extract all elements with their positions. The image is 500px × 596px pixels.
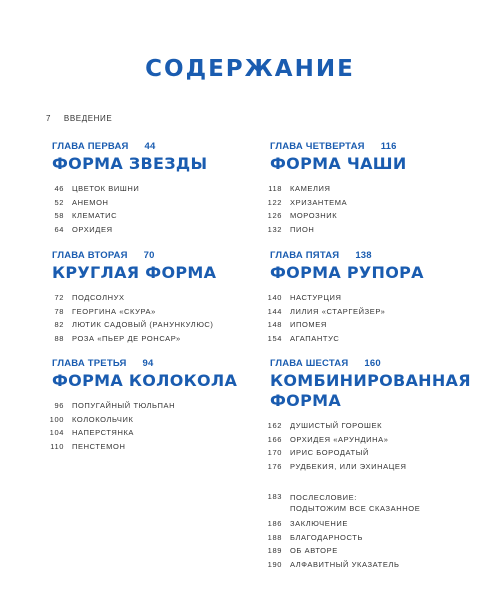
entry-text: ОБ АВТОРЕ [290,546,338,555]
chapter-title[interactable]: ФОРМА КОЛОКОЛА [52,371,238,390]
toc-entry[interactable] [44,399,272,413]
entry-page: 52 [54,197,64,207]
entry-text: РОЗА «ПЬЕР ДЕ РОНСАР» [72,333,181,343]
entry-text: РУДБЕКИЯ, ИЛИ ЭХИНАЦЕЯ [290,461,407,471]
entry-page: 110 [50,441,64,451]
entry-page: 104 [49,428,64,437]
toc-entry[interactable] [262,517,490,531]
chapter-page: 94 [142,358,154,369]
entry-page: 170 [267,448,282,457]
chapter-label-text: ГЛАВА ШЕСТАЯ [270,358,349,369]
entry-text: ЛЮТИК САДОВЫЙ (РАНУНКУЛЮС) [72,320,214,329]
chapter-entries [44,291,272,345]
entry-text: КОЛОКОЛЬЧИК [72,414,134,424]
toc-entry[interactable] [44,209,272,223]
entry-page: 140 [267,293,282,302]
toc-entry[interactable] [262,419,490,433]
entry-text: ГЕОРГИНА «СКУРА» [72,306,156,316]
chapter-5 [267,250,490,345]
toc-entry[interactable] [262,223,490,237]
chapter-label-text: ГЛАВА ПЕРВАЯ [52,141,129,152]
entry-page: 186 [267,519,282,528]
entry-text: ДУШИСТЫЙ ГОРОШЕК [290,421,383,430]
chapter-title[interactable]: КРУГЛАЯ ФОРМА [52,263,217,282]
chapter-title[interactable]: КОМБИНИРОВАННАЯ ФОРМА [270,371,471,410]
entry-text: КЛЕМАТИС [72,211,118,220]
backmatter-entries [262,491,490,571]
entry-page: 126 [267,211,282,220]
entry-page: 132 [267,224,282,234]
chapter-label-text: ГЛАВА ПЯТАЯ [270,250,340,261]
entry-text: МОРОЗНИК [290,211,338,220]
entry-page: 96 [54,401,64,410]
entry-page: 88 [54,333,64,343]
entry-page: 122 [267,197,282,207]
toc-entry[interactable] [44,413,272,427]
toc-entry[interactable] [262,544,490,558]
entry-page: 118 [268,184,282,193]
toc-entry[interactable] [262,446,490,460]
toc-entry[interactable] [262,332,490,346]
entry-page: 162 [267,421,282,430]
entry-text: ЗАКЛЮЧЕНИЕ [290,519,348,528]
entry-text: АЛФАВИТНЫЙ УКАЗАТЕЛЬ [290,559,400,569]
chapter-label[interactable] [270,358,490,369]
entry-page: 148 [267,320,282,329]
entry-page: 46 [54,184,64,193]
chapter-label-text: ГЛАВА ТРЕТЬЯ [52,358,127,369]
entry-text: ЦВЕТОК ВИШНИ [72,184,140,193]
entry-page: 82 [54,320,64,329]
toc-entry[interactable] [44,332,272,346]
entry-page: 183 [267,492,282,501]
entry-text: КАМЕЛИЯ [290,184,331,193]
toc-entry[interactable] [44,426,272,440]
chapter-6 [267,358,490,571]
entry-text: ОРХИДЕЯ [72,224,113,234]
entry-text: ЛИЛИЯ «СТАРГЕЙЗЕР» [290,306,386,316]
page-title: СОДЕРЖАНИЕ [145,56,355,82]
entry-text: НАСТУРЦИЯ [290,293,342,302]
entry-text: ИРИС БОРОДАТЫЙ [290,448,369,457]
chapter-3 [49,358,272,453]
entry-page: 100 [49,414,64,424]
chapter-label[interactable] [270,250,490,261]
chapter-label[interactable] [52,250,272,261]
toc-entry[interactable] [262,433,490,447]
chapter-page: 138 [355,250,372,261]
entry-page: 78 [54,306,64,316]
toc-entry[interactable] [44,440,272,454]
chapter-2 [52,250,272,345]
chapter-page: 116 [380,141,397,152]
toc-entry[interactable] [44,196,272,210]
entry-page: 189 [267,546,282,555]
entry-page: 144 [267,306,282,316]
entry-text: АНЕМОН [72,197,109,207]
chapter-1 [52,141,272,236]
chapter-entries [44,399,272,453]
entry-text: БЛАГОДАРНОСТЬ [290,532,363,542]
toc-entry[interactable] [262,196,490,210]
chapter-entries [262,291,490,345]
chapter-page: 70 [143,250,155,261]
chapter-entries [262,419,490,473]
toc-entry[interactable] [44,182,272,196]
entry-text: ПОСЛЕСЛОВИЕ: ПОДЫТОЖИМ ВСЕ СКАЗАННОЕ [290,493,421,513]
chapter-label-text: ГЛАВА ЧЕТВЕРТАЯ [270,141,365,152]
entry-text: ПЕНСТЕМОН [72,441,126,451]
chapter-label[interactable] [52,141,272,152]
chapter-title[interactable]: ФОРМА ЧАШИ [270,154,407,173]
chapter-title[interactable]: ФОРМА ЗВЕЗДЫ [52,154,208,173]
chapter-label[interactable] [52,358,272,369]
entry-text: ХРИЗАНТЕМА [290,197,348,207]
entry-page: 72 [54,293,64,302]
intro-entry[interactable] [46,114,113,123]
entry-text: ИПОМЕЯ [290,320,327,329]
toc-entry[interactable] [262,558,490,572]
toc-entry[interactable] [262,318,490,332]
entry-page: 188 [267,532,282,542]
toc-entry[interactable] [262,531,490,545]
toc-entry[interactable] [262,491,490,514]
toc-entry[interactable] [44,223,272,237]
chapter-title[interactable]: ФОРМА РУПОРА [270,263,424,282]
entry-text: ПОПУГАЙНЫЙ ТЮЛЬПАН [72,401,176,410]
chapter-entries [44,182,272,236]
entry-page: 154 [267,333,282,343]
chapter-entries [262,182,490,236]
chapter-page: 44 [144,141,156,152]
entry-text: НАПЕРСТЯНКА [72,428,135,437]
toc-entry[interactable] [262,182,490,196]
toc-entry[interactable] [44,291,272,305]
entry-page: 58 [54,211,64,220]
entry-text: ПОДСОЛНУХ [72,293,125,302]
intro-label: ВВЕДЕНИЕ [63,114,113,123]
entry-page: 176 [267,461,282,471]
entry-page: 64 [54,224,64,234]
entry-text: АГАПАНТУС [290,333,340,343]
toc-entry[interactable] [262,291,490,305]
chapter-label-text: ГЛАВА ВТОРАЯ [52,250,128,261]
toc-entry[interactable] [262,209,490,223]
toc-entry[interactable] [262,305,490,319]
chapter-page: 160 [364,358,381,369]
chapter-4 [267,141,490,236]
chapter-label[interactable] [270,141,490,152]
entry-text: ПИОН [290,224,315,234]
entry-page: 190 [267,559,282,569]
entry-text: ОРХИДЕЯ «АРУНДИНА» [290,434,389,444]
toc-entry[interactable] [262,460,490,474]
toc-entry[interactable] [44,318,272,332]
toc-entry[interactable] [44,305,272,319]
intro-page: 7 [46,114,52,123]
entry-page: 166 [267,434,282,444]
